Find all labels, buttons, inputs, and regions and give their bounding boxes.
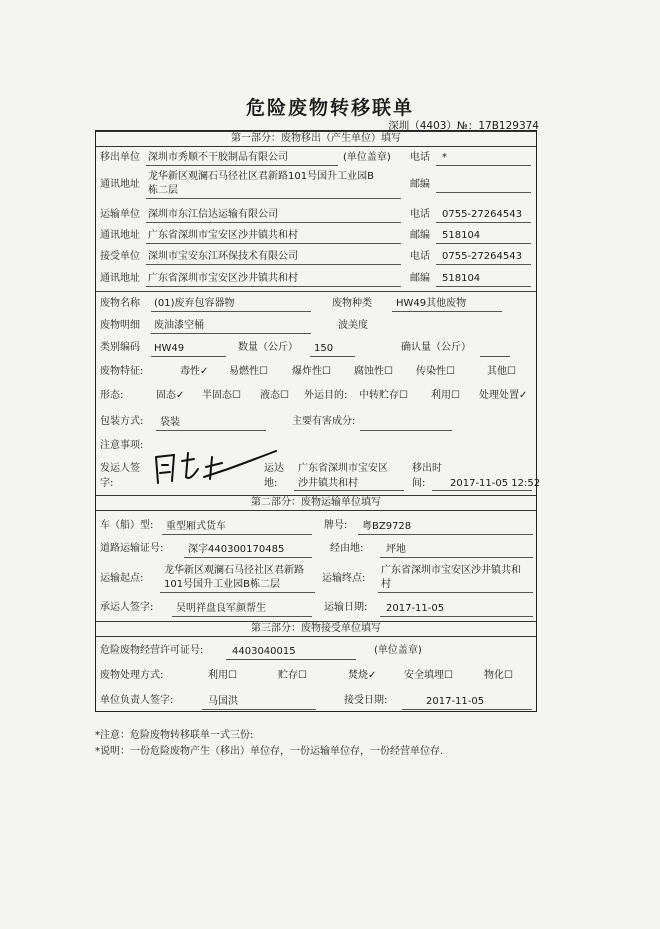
underline: [172, 616, 312, 617]
underline: [151, 356, 226, 357]
vehicle-value: 重型厢式货车: [166, 521, 226, 532]
method-incinerate: 焚烧✓: [348, 670, 377, 681]
shipper-sign-label: 发运人签: [100, 463, 140, 474]
vehicle-label: 车（船）型:: [100, 520, 154, 531]
underline: [310, 356, 355, 357]
underline: [380, 616, 533, 617]
feature-toxic: 毒性✓: [180, 366, 209, 377]
method-utilize: 利用☐: [208, 670, 237, 681]
waste-name-value: (01)废弃包容器物: [154, 298, 235, 309]
purpose-utilize: 利用☐: [431, 390, 460, 401]
pack-value: 袋装: [160, 417, 180, 428]
form-frame: [95, 130, 541, 712]
method-landfill: 安全填埋☐: [404, 670, 453, 681]
underline: [436, 264, 531, 265]
carrier-sign-value: 吴明祥盘良军颜帮生: [176, 603, 266, 614]
out-phone-value: *: [442, 152, 447, 163]
form-label: 形态:: [100, 390, 124, 401]
notice-label: 注意事项:: [100, 440, 144, 451]
underline: [202, 709, 316, 710]
handwritten-signature: [150, 447, 280, 491]
feature-infectious: 传染性☐: [416, 366, 455, 377]
out-addr-label: 通讯地址: [100, 179, 140, 190]
stamp-label: (单位盖章): [343, 152, 391, 163]
start-line2: 101号国升工业园B栋二层: [164, 579, 280, 590]
license-label: 危险废物经营许可证号:: [100, 645, 204, 656]
dest-label: 运达: [264, 463, 284, 474]
underline: [392, 311, 502, 312]
receiver-postcode-value: 518104: [442, 273, 481, 284]
head-sign-label: 单位负责人签字:: [100, 695, 174, 706]
underline: [436, 243, 531, 244]
waste-kind-label: 废物种类: [332, 298, 372, 309]
purpose-label: 外运目的:: [304, 390, 348, 401]
carrier-phone-label: 电话: [410, 209, 430, 220]
underline: [432, 490, 532, 491]
serial-number: 深圳（4403）№：17B129374: [388, 120, 539, 132]
waste-kind-value: HW49其他废物: [396, 298, 467, 309]
dest-line1: 广东省深圳市宝安区: [298, 463, 388, 474]
underline: [436, 192, 531, 193]
part2-heading: 第二部分：废物运输单位填写: [96, 495, 536, 511]
part3-heading: 第三部分：废物接受单位填写: [96, 621, 536, 637]
permit-value: 深字440300170485: [188, 544, 285, 555]
carrier-sign-label: 承运人签字:: [100, 602, 154, 613]
out-unit-value: 深圳市秀顺不干胶制品有限公司: [148, 152, 288, 163]
license-stamp-label: (单位盖章): [374, 645, 422, 656]
underline: [162, 534, 312, 535]
underline: [184, 557, 312, 558]
plate-label: 牌号:: [324, 520, 348, 531]
waste-name-label: 废物名称: [100, 298, 140, 309]
end-line1: 广东省深圳市宝安区沙井镇共和: [381, 565, 521, 576]
via-value: 坪地: [386, 544, 406, 555]
feature-label: 废物特征:: [100, 366, 144, 377]
underline: [226, 659, 356, 660]
confirm-label: 确认量（公斤）: [401, 342, 471, 353]
method-label: 废物处理方式:: [100, 670, 164, 681]
end-label: 运输终点:: [322, 573, 366, 584]
underline: [151, 311, 311, 312]
underline: [146, 286, 401, 287]
feature-other: 其他☐: [487, 366, 516, 377]
underline: [156, 430, 266, 431]
qty-label: 数量（公斤）: [238, 342, 298, 353]
form-title: 危险废物转移联单: [245, 97, 414, 119]
purpose-storage: 中转贮存☐: [359, 390, 408, 401]
permit-label: 道路运输证号:: [100, 543, 164, 554]
receiver-value: 深圳市宝安东江环保技术有限公司: [148, 251, 298, 262]
receiver-label: 接受单位: [100, 251, 140, 262]
underline: [160, 592, 315, 593]
carrier-postcode-label: 邮编: [410, 230, 430, 241]
underline: [436, 222, 531, 223]
underline: [146, 243, 401, 244]
underline: [146, 222, 401, 223]
underline: [294, 490, 404, 491]
plate-value: 粤BZ9728: [362, 521, 412, 532]
part1-heading: 第一部分：废物移出（产生单位）填写: [96, 131, 536, 147]
out-unit-label: 移出单位: [100, 152, 140, 163]
head-sign-value: 马国洪: [208, 696, 238, 707]
note-line-2: *说明：一份危险废物产生（移出）单位存，一份运输单位存，一份经营单位存.: [95, 746, 444, 757]
waste-detail-value: 废油漆空桶: [154, 320, 204, 331]
feature-corrosive: 腐蚀性☐: [354, 366, 393, 377]
baume-label: 波美度: [338, 320, 368, 331]
via-label: 经由地:: [330, 543, 364, 554]
qty-value: 150: [314, 343, 334, 354]
feature-explosive: 爆炸性☐: [292, 366, 331, 377]
underline: [151, 333, 311, 334]
license-value: 4403040015: [232, 646, 296, 657]
carrier-postcode-value: 518104: [442, 230, 481, 241]
carrier-addr-label: 通讯地址: [100, 230, 140, 241]
divider: [96, 291, 536, 292]
underline: [146, 198, 401, 199]
form-solid: 固态✓: [156, 390, 185, 401]
code-label: 类别编码: [100, 342, 140, 353]
start-line1: 龙华新区观澜石马径社区君新路: [164, 565, 304, 576]
out-time-value: 2017-11-05 12:52: [450, 478, 541, 489]
pack-label: 包装方式:: [100, 416, 144, 427]
waste-detail-label: 废物明细: [100, 320, 140, 331]
underline: [480, 356, 510, 357]
underline: [358, 534, 533, 535]
carrier-value: 深圳市东江信达运输有限公司: [148, 209, 278, 220]
form-liquid: 液态☐: [260, 390, 289, 401]
underline: [146, 264, 401, 265]
underline: [360, 430, 452, 431]
underline: [436, 165, 531, 166]
hazard-label: 主要有害成分:: [292, 416, 356, 427]
phone-label: 电话: [410, 152, 430, 163]
receiver-addr-label: 通讯地址: [100, 273, 140, 284]
method-storage: 贮存☐: [278, 670, 307, 681]
dest-label-2: 地:: [264, 478, 278, 489]
out-time-label-2: 间:: [412, 478, 426, 489]
code-value: HW49: [154, 343, 185, 354]
underline: [380, 557, 533, 558]
underline: [146, 165, 338, 166]
ship-date-label: 运输日期:: [324, 602, 368, 613]
dest-line2: 沙井镇共和村: [298, 478, 358, 489]
out-addr-line1: 龙华新区观澜石马径社区君新路101号国升工业园B: [148, 171, 374, 182]
underline: [402, 709, 532, 710]
receiver-postcode-label: 邮编: [410, 273, 430, 284]
carrier-phone-value: 0755-27264543: [442, 209, 522, 220]
purpose-dispose: 处理处置✓: [479, 390, 528, 401]
start-label: 运输起点:: [100, 573, 144, 584]
method-physchem: 物化☐: [484, 670, 513, 681]
underline: [378, 592, 533, 593]
recv-date-value: 2017-11-05: [426, 696, 485, 707]
receiver-addr-value: 广东省深圳市宝安区沙井镇共和村: [148, 273, 298, 284]
underline: [436, 286, 531, 287]
form-semisolid: 半固态☐: [202, 390, 241, 401]
feature-flammable: 易燃性☐: [229, 366, 268, 377]
postcode-label: 邮编: [410, 179, 430, 190]
carrier-label: 运输单位: [100, 209, 140, 220]
out-addr-line2: 栋二层: [148, 185, 178, 196]
carrier-addr-value: 广东省深圳市宝安区沙井镇共和村: [148, 230, 298, 241]
out-time-label: 移出时: [412, 463, 442, 474]
end-line2: 村: [381, 579, 391, 590]
ship-date-value: 2017-11-05: [386, 603, 445, 614]
note-line-1: *注意：危险废物转移联单一式三份:: [95, 730, 254, 741]
recv-date-label: 接受日期:: [344, 695, 388, 706]
receiver-phone-value: 0755-27264543: [442, 251, 522, 262]
shipper-sign-label-2: 字:: [100, 478, 114, 489]
receiver-phone-label: 电话: [410, 251, 430, 262]
